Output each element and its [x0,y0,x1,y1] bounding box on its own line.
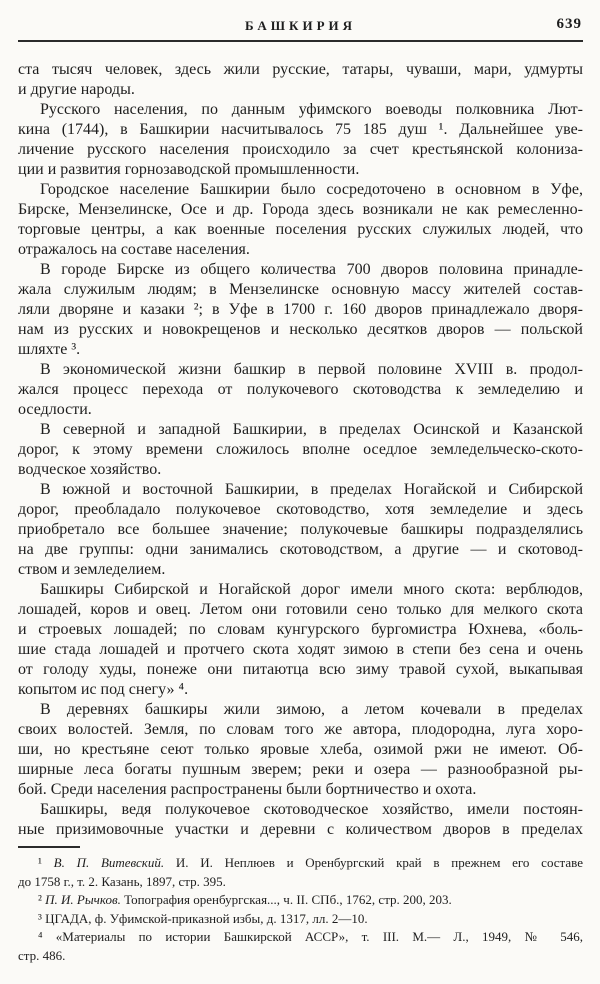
text-line: ширные леса богаты пушным зверем; реки и озера — разнообразной ры- [18,761,583,778]
text-segment: И. И. Неплюев и Оренбургский край в прежнем его составе [164,855,583,870]
text-line: на две группы: одни занимались скотоводством, а другие — и скотовод- [18,541,583,558]
text-segment: Топография оренбургская..., ч. II. СПб., 1762, стр. 200, 203. [120,892,452,907]
text-line: приобретало все большее значение; полукочевые башкиры подразделялись [18,521,583,538]
text-line [18,947,583,966]
text-line: торговые центры, а как военные поселения русских служилых людей, что [18,221,583,238]
page-number: 639 [556,16,582,32]
footnote [18,854,583,891]
text-line [18,854,583,873]
text-line: ста тысяч человек, здесь жили русские, татары, чуваши, мари, удмурты [18,61,583,78]
footnote-separator-rule [18,846,80,848]
paragraph [18,420,583,480]
text-segment: ¹ [38,855,54,870]
text-line: и другие народы. [18,81,135,98]
author-name-italic: В. П. Витевский. [53,855,165,870]
text-segment: ³ ЦГАДА, ф. Уфимской-приказной избы, д. 1317, лл. 2—10. [38,910,368,926]
text-line: оседлости. [18,401,92,418]
text-line: и строевых лошадей; по словам кунгурского бургомистра Юхнева, «боль- [18,621,583,638]
text-line: Башкиры Сибирской и Ногайской дорог имели много скота: верблюдов, [40,581,583,598]
text-line: жала служилым людям; в Мензелинске основную массу жителей состав- [18,281,583,298]
text-line: от голоду худы, понеже они питаютца всю зиму травой сухой, выкапывая [18,661,583,678]
body-text [18,60,583,840]
text-segment: ² [38,892,46,907]
text-line [18,891,583,910]
text-line [18,910,583,929]
text-line: В экономической жизни башкир в первой половине XVIII в. продол- [40,361,583,378]
text-line [18,873,583,892]
text-segment: стр. 486. [18,947,66,963]
footnote [18,891,583,910]
paragraph [18,360,583,420]
text-line: личение русского населения происходило за счет крестьянской колониза- [18,141,583,158]
text-line: нам из русских и новокрещенов и несколько десятков дворов — польской [18,321,583,338]
text-line: В деревнях башкиры жили зимою, а летом кочевали в пределах [40,701,583,718]
footnote [18,928,583,965]
text-line: своих волостей. Земля, по словам того же автора, плодородна, луга хоро- [18,721,583,738]
text-line: отражалось на составе населения. [18,241,250,258]
text-line: ляли дворяне и казаки ²; в Уфе в 1700 г. 160 дворов принадлежало дворя- [18,301,583,318]
text-line: ством и земледелием. [18,561,166,578]
text-line: ции и развития горнозаводской промышленности. [18,161,360,178]
text-line: копытом ис под снегу» ⁴. [18,681,189,698]
text-line: бой. Среди населения распространены были бортничество и охота. [18,781,477,798]
text-line: В северной и западной Башкирии, в пределах Осинской и Казанской [40,421,583,438]
text-line: В городе Бирске из общего количества 700 дворов половина принадле- [40,261,583,278]
paragraph [18,480,583,580]
text-segment: до 1758 г., т. 2. Казань, 1897, стр. 395. [18,873,226,889]
text-line: дорог, к этому времени сложилось вполне оседлое земледельческо-ското- [18,441,583,458]
text-segment: ⁴ «Материалы по истории Башкирской АССР», т. III. М.— Л., 1949, № 546, [38,929,583,944]
paragraph [18,800,583,840]
text-line: лошадей, коров и овец. Летом они готовили сено только для мелкого скота [18,601,583,618]
running-title: БАШКИРИЯ [244,18,357,33]
text-line: Русского населения, по данным уфимского воеводы полковника Лют- [40,101,583,118]
paragraph [18,60,583,100]
text-line: дорог, преобладало полукочевое скотоводство, хотя земледелие и здесь [18,501,583,518]
footnote [18,910,583,929]
author-name-italic: П. И. Рычков. [45,892,121,907]
paragraph [18,260,583,360]
text-line: Бирске, Мензелинске, Осе и др. Города здесь возникали не как ремесленно- [18,201,583,218]
text-line: водческое хозяйство. [18,461,162,478]
paragraph [18,580,583,700]
text-line: кина (1744), в Башкирии насчитывалось 75 185 душ ¹. Дальнейшее уве- [18,121,583,138]
text-line: Башкиры, ведя полукочевое скотоводческое хозяйство, имели постоян- [40,801,583,818]
text-line: ные призимовочные участки и деревни с количеством дворов в пределах [18,821,583,838]
text-line: шляхте ³. [18,341,81,358]
text-line: шие стада лошадей и протчего скота ходят зимою в степи без сена и очень [18,641,583,658]
text-line: В южной и восточной Башкирии, в пределах Ногайской и Сибирской [40,481,583,498]
footnotes [18,854,583,965]
header-rule [18,40,583,42]
paragraph [18,180,583,260]
text-line: Городское население Башкирии было сосредоточено в основном в Уфе, [40,181,583,198]
page-header [18,13,583,39]
text-line [18,928,583,947]
text-line: ши, но крестьяне сеют только яровые хлеба, озимой ржи не имеют. Об- [18,741,583,758]
paragraph [18,700,583,800]
text-line: жался процесс перехода от полукочевого скотоводства к земледелию и [18,381,583,398]
paragraph [18,100,583,180]
